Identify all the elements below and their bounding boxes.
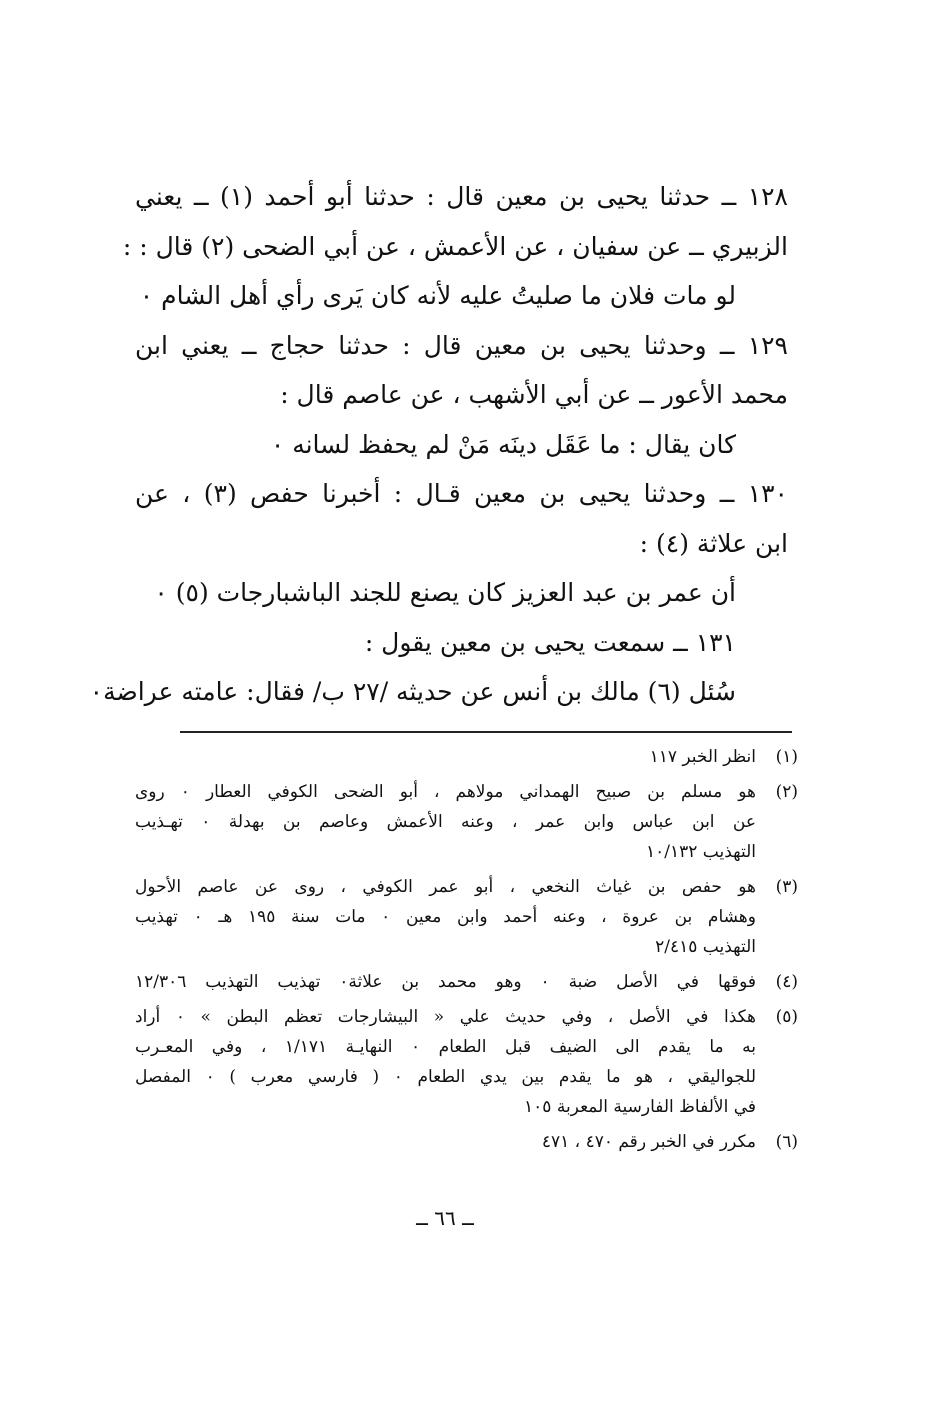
- text-line: كان يقال : ما عَقَل دينَه مَنْ لم يحفظ لسانه ٠: [270, 429, 736, 459]
- footnote-line: هو مسلم بن صبيح الهمداني مولاهم ، أبو الضحى الكوفي العطار ٠ روى: [135, 782, 756, 802]
- text-line: أن عمر بن عبد العزيز كان يصنع للجند الباشبارجات (٥) ٠: [154, 578, 736, 607]
- footnote-number: (١): [775, 747, 798, 767]
- footnote-line: مكرر في الخبر رقم ٤٧٠ ، ٤٧١: [541, 1132, 756, 1152]
- text-line: سُئل (٦) مالك بن أنس عن حديثه /٢٧ ب/ فقال: عامته عراضة٠: [89, 677, 736, 706]
- footnote-line: به ما يقدم الى الضيف قبل الطعام ٠ النهايـة ١/١٧١ ، وفي المعـرب: [135, 1037, 756, 1057]
- text-line: محمد الأعور ــ عن أبي الأشهب ، عن عاصم قال :: [280, 380, 788, 409]
- page-number: ــ ٦٦ ــ: [416, 1206, 474, 1230]
- footnote-line: انظر الخبر ١١٧: [649, 747, 756, 767]
- footnote-number: (٢): [775, 782, 798, 802]
- footnote-line: التهذيب ١٠/١٣٢: [645, 842, 756, 862]
- text-line: لو مات فلان ما صليتُ عليه لأنه كان يَرى رأي أهل الشام ٠: [139, 281, 736, 310]
- text-line: ١٣٠ ــ وحدثنا يحيى بن معين قـال : أخبرنا حفص (٣) ، عن: [135, 479, 788, 508]
- footnotes: [135, 742, 798, 1162]
- footnote-line: في الألفاظ الفارسية المعربة ١٠٥: [524, 1097, 756, 1117]
- text-line: الزبيري ــ عن سفيان ، عن الأعمش ، عن أبي الضحى (٢) قال : :: [122, 231, 788, 261]
- footnote-divider: [180, 731, 792, 733]
- footnote-line: التهذيب ٢/٤١٥: [655, 937, 756, 957]
- footnote: [135, 1127, 798, 1157]
- footnote-line: فوقها في الأصل ضبة ٠ وهو محمد بن علاثة٠ تهذيب التهذيب ١٢/٣٠٦: [135, 972, 757, 992]
- main-text: [89, 172, 788, 717]
- text-line: ابن علاثة (٤) :: [639, 528, 788, 558]
- footnote-number: (٥): [775, 1007, 798, 1027]
- footnote: [135, 1002, 798, 1122]
- footnote-number: (٦): [775, 1132, 798, 1152]
- text-line: ١٢٨ ــ حدثنا يحيى بن معين قال : حدثنا أبو أحمد (١) ــ يعني: [135, 182, 788, 211]
- footnote-number: (٤): [775, 972, 798, 992]
- footnote-line: هكذا في الأصل ، وفي حديث علي « البيشارجات تعظم البطن » ٠ أراد: [135, 1007, 756, 1027]
- footnote: [135, 872, 798, 962]
- footnote: [135, 742, 798, 772]
- footnote: [135, 967, 798, 997]
- footnote-line: هو حفص بن غياث النخعي ، أبو عمر الكوفي ، روى عن عاصم الأحول: [135, 877, 756, 897]
- footnote-line: وهشام بن عروة ، وعنه أحمد وابن معين ٠ مات سنة ١٩٥ هـ ٠ تهذيب: [135, 907, 756, 927]
- footnote-line: عن ابن عباس وابن عمر ، وعنه الأعمش وعاصم بن بهدلة ٠ تهـذيب: [135, 812, 756, 832]
- footnote: [135, 777, 798, 867]
- text-line: ١٣١ ــ سمعت يحيى بن معين يقول :: [364, 627, 736, 657]
- text-line: ١٢٩ ــ وحدثنا يحيى بن معين قال : حدثنا حجاج ــ يعني ابن: [135, 330, 788, 360]
- footnote-number: (٣): [775, 877, 798, 897]
- footnote-line: للجواليقي ، هو ما يقدم بين يدي الطعام ٠ ( فارسي معرب ) ٠ المفصل: [135, 1067, 757, 1087]
